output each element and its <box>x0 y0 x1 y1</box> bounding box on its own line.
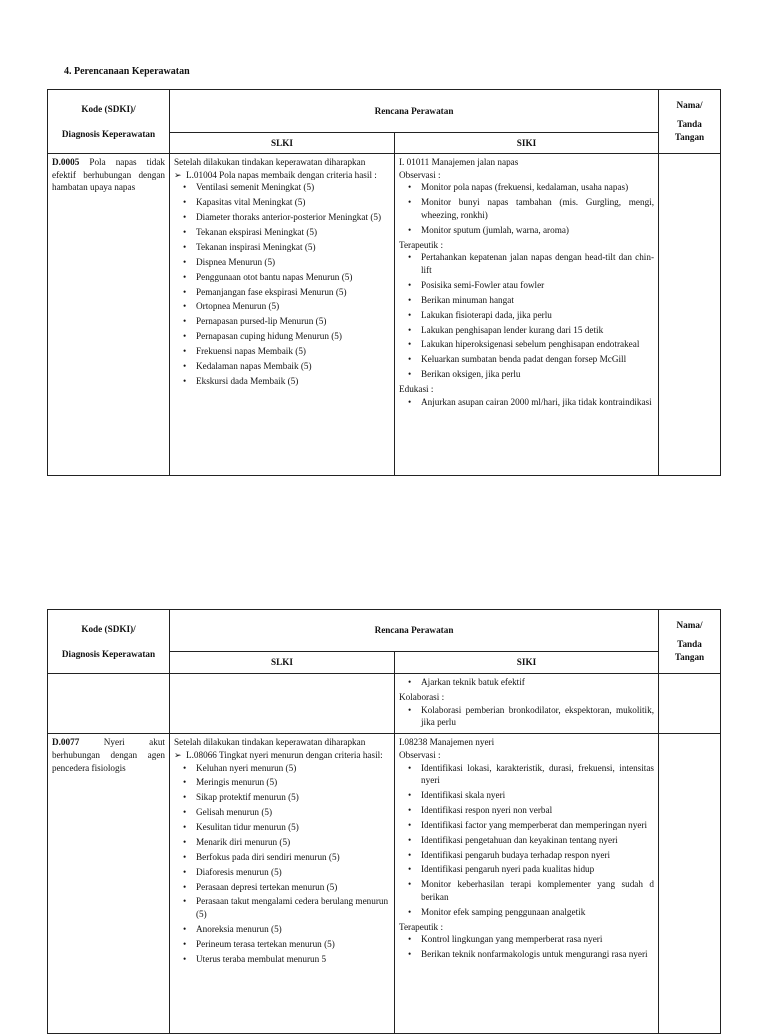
list-item: • Kontrol lingkungan yang memperberat rasa nyeri <box>421 933 654 946</box>
slki-criteria-list <box>174 762 390 966</box>
list-item: • Pernapasan pursed-lip Menurun (5) <box>196 315 390 328</box>
list-item: • Kolaborasi pemberian bronkodilator, ekspektoran, mukolitik, jika perlu <box>421 704 654 729</box>
list-item: • Tekanan inspirasi Meningkat (5) <box>196 241 390 254</box>
list-item: • Berikan oksigen, jika perlu <box>421 368 654 381</box>
list-item: • Lakukan fisioterapi dada, jika perlu <box>421 309 654 322</box>
arrow-bullet-icon: ➢ <box>174 169 182 180</box>
list-item: • Uterus teraba membulat menurun 5 <box>196 953 390 966</box>
diagnosis-text: Pola napas tidak efektif berhubungan dengan hambatan upaya napas <box>52 157 166 193</box>
list-item: • Diameter thoraks anterior-posterior Meningkat (5) <box>196 211 390 224</box>
list-item: • Lakukan penghisapan lender kurang dari 15 detik <box>421 324 654 337</box>
diagnosis-cell <box>48 154 170 476</box>
list-item: • Keluarkan sumbatan benda padat dengan forsep McGill <box>421 353 654 366</box>
list-item: • Posisika semi-Fowler atau fowler <box>421 279 654 292</box>
list-item: • Identifikasi pengaruh budaya terhadap respon nyeri <box>421 849 654 862</box>
header-siki: SIKI <box>395 133 659 154</box>
diagnosis-code: D.0077 <box>52 737 80 748</box>
header-slki: SLKI <box>170 133 395 154</box>
diagnosis-text: Nyeri akut berhubungan dengan agen pencedera fisiologis <box>52 737 165 773</box>
siki-edukasi-list <box>399 396 654 409</box>
header-tangan: Tangan <box>674 651 705 662</box>
signature-cell <box>659 674 721 734</box>
list-item: • Gelisah menurun (5) <box>196 806 390 819</box>
list-item: • Anoreksia menurun (5) <box>196 923 390 936</box>
header-tanda: Tanda <box>677 639 702 650</box>
siki-terapeutik-list <box>399 933 654 961</box>
list-item: • Perasaan takut mengalami cedera berulang menurun (5) <box>196 895 390 920</box>
list-item: • Perasaan depresi tertekan menurun (5) <box>196 881 390 894</box>
list-item: • Identifikasi pengetahuan dan keyakinan tentang nyeri <box>421 834 654 847</box>
list-item: • Ajarkan teknik batuk efektif <box>421 676 654 689</box>
list-item: • Identifikasi lokasi, karakteristik, durasi, frekuensi, intensitas nyeri <box>421 762 654 787</box>
siki-terapeutik-label: Terapeutik : <box>399 239 443 250</box>
slki-cell-continued <box>170 674 395 734</box>
header-siki: SIKI <box>395 652 659 674</box>
list-item: • Berfokus pada diri sendiri menurun (5) <box>196 851 390 864</box>
list-item: • Perineum terasa tertekan menurun (5) <box>196 938 390 951</box>
siki-observasi-list <box>399 181 654 236</box>
list-item: • Kesulitan tidur menurun (5) <box>196 821 390 834</box>
list-item: • Monitor sputum (jumlah, warna, aroma) <box>421 224 654 237</box>
slki-outcome-text: L.08066 Tingkat nyeri menurun dengan criteria hasil: <box>186 749 383 760</box>
list-item: • Identifikasi skala nyeri <box>421 789 654 802</box>
list-item: • Identifikasi respon nyeri non verbal <box>421 804 654 817</box>
header-nama-tanda-tangan <box>659 610 721 674</box>
signature-cell <box>659 734 721 1034</box>
siki-terapeutik-list <box>399 251 654 381</box>
list-item: • Monitor pola napas (frekuensi, kedalaman, usaha napas) <box>421 181 654 194</box>
siki-kolaborasi-label: Kolaborasi : <box>399 691 445 702</box>
signature-cell <box>659 154 721 476</box>
header-kode-diagnosis <box>48 90 170 154</box>
siki-terapeutik-label: Terapeutik : <box>399 921 443 932</box>
list-item: • Identifikasi factor yang memperberat dan memperingan nyeri <box>421 819 654 832</box>
siki-continued-list <box>399 676 654 689</box>
header-kode: Kode (SDKI)/ <box>81 623 136 634</box>
header-rencana: Rencana Perawatan <box>170 610 659 652</box>
slki-outcome <box>174 169 390 182</box>
slki-cell <box>170 154 395 476</box>
list-item: • Sikap protektif menurun (5) <box>196 791 390 804</box>
siki-cell <box>395 154 659 476</box>
siki-edukasi-label: Edukasi : <box>399 384 434 395</box>
arrow-bullet-icon: ➢ <box>174 749 182 760</box>
header-nama: Nama/ <box>676 620 703 631</box>
list-item: • Ventilasi semenit Meningkat (5) <box>196 181 390 194</box>
list-item: • Berikan teknik nonfarmakologis untuk mengurangi rasa nyeri <box>421 948 654 961</box>
siki-observasi-label: Observasi : <box>399 749 441 760</box>
slki-criteria-list <box>174 181 390 387</box>
list-item: • Menarik diri menurun (5) <box>196 836 390 849</box>
slki-cell <box>170 734 395 1034</box>
care-plan-table-1 <box>47 89 721 476</box>
siki-cell <box>395 734 659 1034</box>
list-item: • Meringis menurun (5) <box>196 776 390 789</box>
header-diagnosis: Diagnosis Keperawatan <box>61 128 156 139</box>
list-item: • Keluhan nyeri menurun (5) <box>196 762 390 775</box>
list-item: • Frekuensi napas Membaik (5) <box>196 345 390 358</box>
header-tangan: Tangan <box>674 131 705 142</box>
list-item: • Ortopnea Menurun (5) <box>196 300 390 313</box>
list-item: • Kapasitas vital Meningkat (5) <box>196 196 390 209</box>
slki-intro: Setelah dilakukan tindakan keperawatan diharapkan <box>174 157 366 167</box>
list-item: • Ekskursi dada Membaik (5) <box>196 375 390 388</box>
care-plan-table-2 <box>47 609 721 1034</box>
list-item: • Kedalaman napas Membaik (5) <box>196 360 390 373</box>
diagnosis-code: D.0005 <box>52 157 80 167</box>
list-item: • Pernapasan cuping hidung Menurun (5) <box>196 330 390 343</box>
list-item: • Monitor keberhasilan terapi komplementer yang sudah d berikan <box>421 878 654 903</box>
list-item: • Berikan minuman hangat <box>421 294 654 307</box>
list-item: • Identifikasi pengaruh nyeri pada kualitas hidup <box>421 863 654 876</box>
siki-title: I. 01011 Manajemen jalan napas <box>399 157 519 167</box>
list-item: • Tekanan ekspirasi Meningkat (5) <box>196 226 390 239</box>
diagnosis-cell <box>48 734 170 1034</box>
slki-outcome-text: L.01004 Pola napas membaik dengan criteria hasil : <box>186 169 377 180</box>
slki-intro: Setelah dilakukan tindakan keperawatan diharapkan <box>174 737 366 748</box>
siki-kolaborasi-list <box>399 704 654 729</box>
header-tanda: Tanda <box>677 119 702 130</box>
header-rencana: Rencana Perawatan <box>170 90 659 133</box>
list-item: • Pemanjangan fase ekspirasi Menurun (5) <box>196 286 390 299</box>
section-title: 4. Perencanaan Keperawatan <box>64 66 190 77</box>
diagnosis-cell-continued <box>48 674 170 734</box>
header-kode: Kode (SDKI)/ <box>81 103 136 114</box>
header-nama: Nama/ <box>676 100 703 111</box>
list-item: • Pertahankan kepatenan jalan napas dengan head-tilt dan chin-lift <box>421 251 654 276</box>
list-item: • Anjurkan asupan cairan 2000 ml/hari, jika tidak kontraindikasi <box>421 396 654 409</box>
siki-cell-continued <box>395 674 659 734</box>
list-item: • Diaforesis menurun (5) <box>196 866 390 879</box>
list-item: • Monitor bunyi napas tambahan (mis. Gurgling, mengi, wheezing, ronkhi) <box>421 196 654 221</box>
list-item: • Monitor efek samping penggunaan analgetik <box>421 906 654 919</box>
header-nama-tanda-tangan <box>659 90 721 154</box>
slki-outcome <box>174 749 390 762</box>
header-kode-diagnosis <box>48 610 170 674</box>
list-item: • Lakukan hiperoksigenasi sebelum penghisapan endotrakeal <box>421 338 654 351</box>
header-slki: SLKI <box>170 652 395 674</box>
list-item: • Penggunaan otot bantu napas Menurun (5) <box>196 271 390 284</box>
header-diagnosis: Diagnosis Keperawatan <box>61 648 156 659</box>
siki-title: I.08238 Manajemen nyeri <box>399 737 495 748</box>
siki-observasi-label: Observasi : <box>399 169 441 180</box>
siki-observasi-list <box>399 762 654 919</box>
list-item: • Dispnea Menurun (5) <box>196 256 390 269</box>
